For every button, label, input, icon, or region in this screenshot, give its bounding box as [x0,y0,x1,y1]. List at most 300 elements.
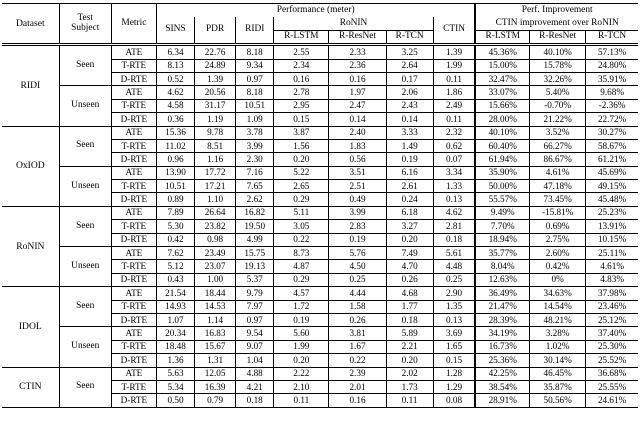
cell-ronin-rtcn: 2.64 [386,59,433,72]
cell-imp-rresnet: 35.87% [530,380,586,393]
cell-ridi: 19.50 [236,220,274,233]
cell-sins: 5.34 [156,380,194,393]
header-sins: SINS [156,17,194,44]
cell-imp-rtcn: -2.36% [586,99,638,112]
cell-imp-rresnet: 15.78% [530,59,586,72]
cell-imp-rlstm: 34.19% [475,327,529,340]
subject-label: Unseen [59,327,111,367]
cell-ronin-rtcn: 0.14 [386,113,433,126]
cell-imp-rtcn: 49.15% [586,180,638,193]
cell-pdr: 23.07 [195,260,236,273]
cell-ronin-rtcn: 6.16 [386,166,433,179]
cell-ridi: 3.78 [236,126,274,139]
cell-ronin-rtcn: 2.21 [386,340,433,353]
results-table [2,3,638,408]
cell-imp-rlstm: 40.10% [475,126,529,139]
cell-ctin: 0.15 [433,354,475,367]
cell-ronin-rlstm: 3.87 [274,126,329,139]
cell-imp-rtcn: 37.98% [586,287,638,300]
cell-imp-rresnet: 0.42% [530,260,586,273]
metric-label: T-RTE [111,139,156,152]
metric-label: T-RTE [111,300,156,313]
cell-ronin-rlstm: 1.99 [274,340,329,353]
header-ctin: CTIN [433,17,475,44]
cell-imp-rresnet: 47.18% [530,180,586,193]
header-ronin-rtcn: R-TCN [386,30,433,43]
cell-ronin-rresnet: 2.33 [329,46,386,59]
cell-imp-rtcn: 22.72% [586,113,638,126]
header-ctin-improvement-group: CTIN improvement over RoNIN [475,17,638,30]
cell-pdr: 20.56 [195,86,236,99]
cell-ronin-rresnet: 3.81 [329,327,386,340]
cell-imp-rresnet: 1.02% [530,340,586,353]
cell-ronin-rlstm: 2.65 [274,180,329,193]
cell-pdr: 16.39 [195,380,236,393]
cell-imp-rtcn: 37.40% [586,327,638,340]
cell-imp-rtcn: 9.68% [586,86,638,99]
cell-ctin: 1.65 [433,340,475,353]
cell-ridi: 0.97 [236,72,274,85]
cell-ronin-rtcn: 0.19 [386,153,433,166]
cell-imp-rlstm: 15.66% [475,99,529,112]
cell-imp-rresnet: 0.69% [530,220,586,233]
cell-imp-rtcn: 45.48% [586,193,638,206]
cell-pdr: 22.76 [195,46,236,59]
cell-ronin-rlstm: 1.56 [274,139,329,152]
cell-pdr: 0.79 [195,394,236,407]
cell-ronin-rtcn: 4.70 [386,260,433,273]
cell-imp-rlstm: 18.94% [475,233,529,246]
table-row [2,367,638,380]
header-ridi: RIDI [236,17,274,44]
cell-ctin: 3.34 [433,166,475,179]
cell-pdr: 9.78 [195,126,236,139]
metric-label: T-RTE [111,59,156,72]
cell-ronin-rtcn: 0.20 [386,354,433,367]
metric-label: D-RTE [111,113,156,126]
cell-ronin-rtcn: 5.89 [386,327,433,340]
cell-ronin-rresnet: 4.44 [329,287,386,300]
cell-ronin-rresnet: 1.58 [329,300,386,313]
cell-ronin-rtcn: 0.18 [386,313,433,326]
cell-ronin-rresnet: 0.14 [329,113,386,126]
cell-ronin-rtcn: 2.06 [386,86,433,99]
cell-pdr: 1.00 [195,273,236,286]
cell-ronin-rlstm: 0.20 [274,153,329,166]
metric-label: ATE [111,287,156,300]
cell-pdr: 1.14 [195,313,236,326]
header-test-subject-line1: Test [77,13,93,24]
cell-imp-rlstm: 33.07% [475,86,529,99]
cell-ridi: 19.13 [236,260,274,273]
cell-pdr: 0.98 [195,233,236,246]
cell-ctin: 1.33 [433,180,475,193]
cell-sins: 0.42 [156,233,194,246]
cell-ronin-rresnet: 2.36 [329,59,386,72]
cell-sins: 14.93 [156,300,194,313]
cell-sins: 0.96 [156,153,194,166]
cell-imp-rresnet: 32.26% [530,72,586,85]
cell-imp-rlstm: 28.39% [475,313,529,326]
cell-imp-rtcn: 45.69% [586,166,638,179]
cell-pdr: 1.39 [195,72,236,85]
cell-pdr: 23.49 [195,247,236,260]
cell-ctin: 5.61 [433,247,475,260]
dataset-label: OxIOD [2,126,59,206]
cell-imp-rlstm: 16.73% [475,340,529,353]
cell-pdr: 12.05 [195,367,236,380]
cell-ronin-rtcn: 1.73 [386,380,433,393]
cell-imp-rresnet: 50.56% [530,394,586,407]
cell-ronin-rlstm: 1.72 [274,300,329,313]
cell-imp-rresnet: -15.81% [530,206,586,219]
cell-ronin-rlstm: 0.29 [274,193,329,206]
cell-imp-rlstm: 60.40% [475,139,529,152]
cell-pdr: 17.21 [195,180,236,193]
metric-label: ATE [111,46,156,59]
cell-sins: 18.48 [156,340,194,353]
cell-ronin-rresnet: 0.22 [329,354,386,367]
cell-ronin-rtcn: 1.49 [386,139,433,152]
cell-imp-rlstm: 50.00% [475,180,529,193]
cell-ronin-rlstm: 0.22 [274,233,329,246]
cell-ctin: 0.08 [433,394,475,407]
cell-ridi: 9.54 [236,327,274,340]
subject-label: Unseen [59,247,111,287]
cell-ronin-rtcn: 2.61 [386,180,433,193]
header-row-groups [2,4,638,17]
cell-imp-rtcn: 30.27% [586,126,638,139]
dataset-label: IDOL [2,287,59,367]
cell-ronin-rresnet: 1.83 [329,139,386,152]
table-row [2,126,638,139]
table-row [2,327,638,340]
cell-ronin-rresnet: 2.47 [329,99,386,112]
subject-label: Unseen [59,166,111,206]
cell-imp-rresnet: 21.22% [530,113,586,126]
cell-imp-rtcn: 4.61% [586,260,638,273]
cell-sins: 15.36 [156,126,194,139]
cell-imp-rresnet: 40.10% [530,46,586,59]
cell-ronin-rtcn: 0.11 [386,394,433,407]
cell-pdr: 1.19 [195,113,236,126]
cell-sins: 0.50 [156,394,194,407]
cell-ctin: 1.99 [433,59,475,72]
cell-sins: 1.36 [156,354,194,367]
cell-sins: 0.89 [156,193,194,206]
cell-imp-rlstm: 28.91% [475,394,529,407]
cell-ronin-rresnet: 1.67 [329,340,386,353]
cell-ronin-rlstm: 5.60 [274,327,329,340]
subject-label: Seen [59,126,111,166]
cell-ronin-rlstm: 5.22 [274,166,329,179]
cell-sins: 7.89 [156,206,194,219]
cell-imp-rlstm: 45.36% [475,46,529,59]
cell-ronin-rlstm: 2.55 [274,46,329,59]
cell-imp-rlstm: 38.54% [475,380,529,393]
cell-sins: 5.30 [156,220,194,233]
cell-sins: 6.34 [156,46,194,59]
cell-imp-rresnet: 34.63% [530,287,586,300]
cell-ridi: 7.65 [236,180,274,193]
cell-ctin: 0.13 [433,193,475,206]
cell-ridi: 7.97 [236,300,274,313]
cell-ronin-rtcn: 3.27 [386,220,433,233]
cell-pdr: 23.82 [195,220,236,233]
cell-ronin-rtcn: 1.77 [386,300,433,313]
cell-imp-rtcn: 24.80% [586,59,638,72]
cell-ctin: 2.32 [433,126,475,139]
metric-label: D-RTE [111,394,156,407]
cell-ridi: 9.07 [236,340,274,353]
cell-imp-rtcn: 36.68% [586,367,638,380]
cell-imp-rtcn: 23.46% [586,300,638,313]
cell-ronin-rlstm: 0.20 [274,354,329,367]
cell-ridi: 9.34 [236,59,274,72]
cell-sins: 7.62 [156,247,194,260]
cell-ctin: 0.62 [433,139,475,152]
cell-ronin-rresnet: 0.26 [329,313,386,326]
cell-imp-rresnet: 5.40% [530,86,586,99]
cell-imp-rtcn: 25.11% [586,247,638,260]
cell-sins: 21.54 [156,287,194,300]
table-row [2,86,638,99]
cell-sins: 5.63 [156,367,194,380]
cell-ctin: 2.90 [433,287,475,300]
cell-imp-rresnet: 14.54% [530,300,586,313]
cell-sins: 10.51 [156,180,194,193]
cell-ctin: 4.62 [433,206,475,219]
cell-imp-rtcn: 25.55% [586,380,638,393]
cell-ctin: 0.11 [433,113,475,126]
header-ronin-group: RoNIN [274,17,433,30]
cell-sins: 4.62 [156,86,194,99]
cell-ronin-rresnet: 5.76 [329,247,386,260]
cell-ronin-rtcn: 0.24 [386,193,433,206]
cell-sins: 13.90 [156,166,194,179]
metric-label: D-RTE [111,153,156,166]
cell-ronin-rlstm: 8.73 [274,247,329,260]
cell-ronin-rresnet: 2.40 [329,126,386,139]
cell-pdr: 17.72 [195,166,236,179]
cell-imp-rresnet: 66.27% [530,139,586,152]
cell-imp-rresnet: -0.70% [530,99,586,112]
metric-label: D-RTE [111,193,156,206]
cell-ronin-rresnet: 0.16 [329,394,386,407]
cell-ctin: 1.86 [433,86,475,99]
header-test-subject-line2: Subject [71,22,100,33]
cell-imp-rresnet: 3.28% [530,327,586,340]
cell-pdr: 1.10 [195,193,236,206]
cell-ctin: 1.29 [433,380,475,393]
cell-imp-rtcn: 61.21% [586,153,638,166]
cell-ronin-rlstm: 2.34 [274,59,329,72]
cell-imp-rresnet: 86.67% [530,153,586,166]
cell-imp-rtcn: 25.30% [586,340,638,353]
subject-label: Seen [59,367,111,407]
cell-imp-rlstm: 8.04% [475,260,529,273]
metric-label: T-RTE [111,99,156,112]
header-pdr: PDR [195,17,236,44]
cell-imp-rresnet: 48.21% [530,313,586,326]
metric-label: ATE [111,86,156,99]
cell-ridi: 10.51 [236,99,274,112]
metric-label: T-RTE [111,340,156,353]
table-row [2,166,638,179]
cell-pdr: 26.64 [195,206,236,219]
metric-label: ATE [111,206,156,219]
cell-ronin-rlstm: 4.87 [274,260,329,273]
cell-sins: 20.34 [156,327,194,340]
cell-ridi: 4.21 [236,380,274,393]
metric-label: T-RTE [111,220,156,233]
cell-ridi: 0.18 [236,394,274,407]
cell-ctin: 0.25 [433,273,475,286]
cell-imp-rtcn: 25.52% [586,354,638,367]
cell-ronin-rlstm: 2.10 [274,380,329,393]
metric-label: D-RTE [111,233,156,246]
header-imp-rlstm: R-LSTM [475,30,529,43]
cell-pdr: 1.31 [195,354,236,367]
cell-imp-rlstm: 15.00% [475,59,529,72]
cell-ronin-rtcn: 7.49 [386,247,433,260]
cell-ridi: 4.99 [236,233,274,246]
cell-ridi: 4.88 [236,367,274,380]
cell-ronin-rtcn: 2.02 [386,367,433,380]
cell-ronin-rlstm: 0.29 [274,273,329,286]
cell-ronin-rlstm: 0.15 [274,113,329,126]
cell-ronin-rtcn: 0.20 [386,233,433,246]
metric-label: ATE [111,247,156,260]
cell-ronin-rlstm: 2.78 [274,86,329,99]
subject-label: Seen [59,206,111,246]
cell-imp-rlstm: 9.49% [475,206,529,219]
cell-ronin-rlstm: 2.95 [274,99,329,112]
cell-imp-rlstm: 42.25% [475,367,529,380]
table-row [2,287,638,300]
cell-imp-rlstm: 7.70% [475,220,529,233]
cell-ronin-rlstm: 5.11 [274,206,329,219]
subject-label: Seen [59,46,111,86]
cell-ronin-rlstm: 3.05 [274,220,329,233]
cell-ronin-rresnet: 0.56 [329,153,386,166]
cell-sins: 5.12 [156,260,194,273]
cell-ridi: 7.16 [236,166,274,179]
header-ronin-rlstm: R-LSTM [274,30,329,43]
cell-ronin-rlstm: 4.57 [274,287,329,300]
header-improvement-group: Perf. Improvement [475,4,638,17]
cell-ronin-rresnet: 0.49 [329,193,386,206]
cell-ridi: 0.97 [236,313,274,326]
table-row [2,46,638,59]
cell-ridi: 3.99 [236,139,274,152]
cell-sins: 0.52 [156,72,194,85]
cell-sins: 11.02 [156,139,194,152]
cell-ronin-rresnet: 2.51 [329,180,386,193]
cell-pdr: 8.51 [195,139,236,152]
cell-imp-rtcn: 13.91% [586,220,638,233]
metric-label: ATE [111,367,156,380]
cell-pdr: 24.89 [195,59,236,72]
cell-ronin-rtcn: 6.18 [386,206,433,219]
cell-ronin-rresnet: 2.83 [329,220,386,233]
subject-label: Unseen [59,86,111,126]
header-imp-rresnet: R-ResNet [530,30,586,43]
cell-ridi: 1.04 [236,354,274,367]
cell-imp-rlstm: 32.47% [475,72,529,85]
cell-ctin: 0.07 [433,153,475,166]
cell-imp-rresnet: 3.52% [530,126,586,139]
header-ronin-rresnet: R-ResNet [329,30,386,43]
cell-imp-rlstm: 28.00% [475,113,529,126]
metric-label: ATE [111,126,156,139]
header-dataset: Dataset [2,4,59,44]
cell-imp-rlstm: 12.63% [475,273,529,286]
cell-ridi: 8.18 [236,86,274,99]
cell-ridi: 2.62 [236,193,274,206]
cell-ronin-rresnet: 1.97 [329,86,386,99]
cell-ctin: 0.11 [433,72,475,85]
table-body [2,46,638,408]
header-imp-rtcn: R-TCN [586,30,638,43]
cell-imp-rtcn: 24.61% [586,394,638,407]
cell-ronin-rtcn: 3.25 [386,46,433,59]
cell-imp-rlstm: 25.36% [475,354,529,367]
cell-ronin-rtcn: 0.17 [386,72,433,85]
cell-imp-rlstm: 21.47% [475,300,529,313]
cell-ronin-rresnet: 2.39 [329,367,386,380]
metric-label: D-RTE [111,273,156,286]
cell-ctin: 1.35 [433,300,475,313]
cell-ridi: 1.09 [236,113,274,126]
cell-imp-rtcn: 25.23% [586,206,638,219]
cell-pdr: 31.17 [195,99,236,112]
subject-label: Seen [59,287,111,327]
cell-ronin-rresnet: 0.25 [329,273,386,286]
cell-imp-rtcn: 4.83% [586,273,638,286]
cell-ridi: 5.37 [236,273,274,286]
cell-ridi: 9.79 [236,287,274,300]
cell-ronin-rresnet: 2.01 [329,380,386,393]
cell-ronin-rresnet: 4.50 [329,260,386,273]
cell-ronin-rtcn: 2.43 [386,99,433,112]
cell-ctin: 2.49 [433,99,475,112]
cell-imp-rlstm: 36.49% [475,287,529,300]
cell-ridi: 2.30 [236,153,274,166]
cell-ctin: 3.69 [433,327,475,340]
cell-ctin: 1.28 [433,367,475,380]
cell-ronin-rresnet: 3.99 [329,206,386,219]
dataset-label: RoNIN [2,206,59,286]
header-metric: Metric [111,4,156,44]
cell-ronin-rlstm: 0.19 [274,313,329,326]
cell-pdr: 15.67 [195,340,236,353]
metric-label: T-RTE [111,380,156,393]
cell-ctin: 1.39 [433,46,475,59]
cell-imp-rresnet: 0% [530,273,586,286]
metric-label: D-RTE [111,354,156,367]
cell-ctin: 4.48 [433,260,475,273]
cell-imp-rlstm: 55.57% [475,193,529,206]
dataset-label: RIDI [2,46,59,126]
cell-sins: 1.07 [156,313,194,326]
cell-ridi: 16.82 [236,206,274,219]
header-performance-group: Performance (meter) [156,4,475,17]
cell-ctin: 0.18 [433,233,475,246]
cell-imp-rresnet: 30.14% [530,354,586,367]
metric-label: ATE [111,166,156,179]
cell-ronin-rresnet: 0.19 [329,233,386,246]
